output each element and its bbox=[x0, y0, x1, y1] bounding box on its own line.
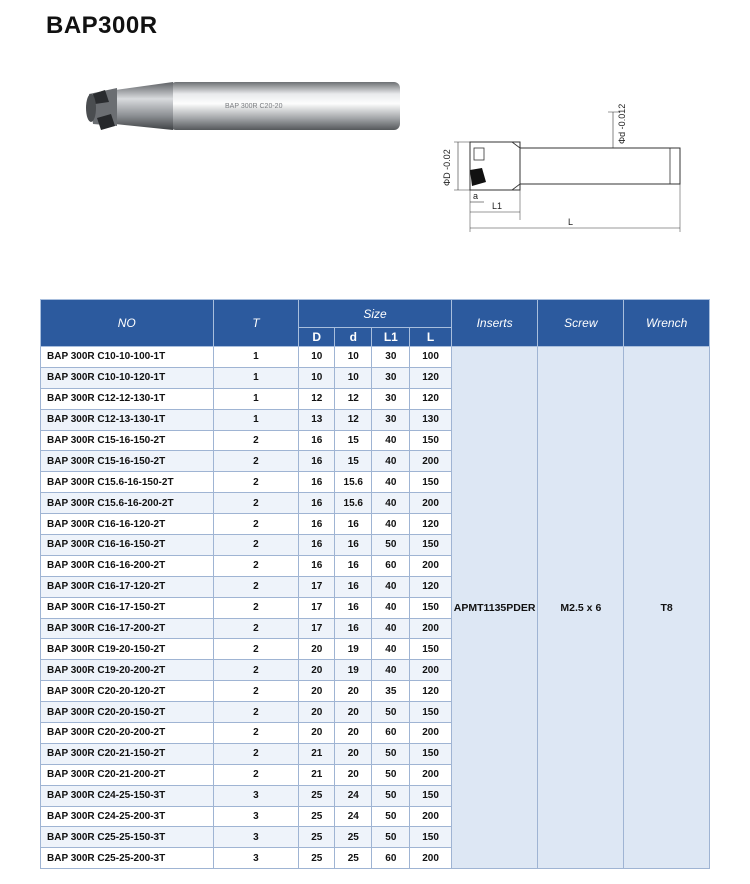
cell-d-big: 17 bbox=[299, 597, 335, 618]
cell-l1: 40 bbox=[372, 430, 410, 451]
cell-l: 120 bbox=[410, 681, 451, 702]
label-a: a bbox=[473, 191, 479, 201]
cell-d-big: 16 bbox=[299, 451, 335, 472]
cell-no: BAP 300R C15-16-150-2T bbox=[41, 451, 214, 472]
cell-l: 120 bbox=[410, 576, 451, 597]
cell-l: 200 bbox=[410, 618, 451, 639]
cell-no: BAP 300R C20-21-150-2T bbox=[41, 743, 214, 764]
cell-l: 150 bbox=[410, 430, 451, 451]
cell-no: BAP 300R C16-17-120-2T bbox=[41, 576, 214, 597]
header-inserts: Inserts bbox=[451, 300, 538, 347]
cell-l1: 40 bbox=[372, 472, 410, 493]
cell-l1: 40 bbox=[372, 514, 410, 535]
cell-t: 2 bbox=[213, 555, 299, 576]
cell-d-big: 13 bbox=[299, 409, 335, 430]
cell-d-small: 20 bbox=[335, 723, 372, 744]
cell-no: BAP 300R C10-10-100-1T bbox=[41, 347, 214, 368]
cell-l: 130 bbox=[410, 409, 451, 430]
cell-l: 120 bbox=[410, 367, 451, 388]
header-l1: L1 bbox=[372, 328, 410, 347]
cell-d-big: 20 bbox=[299, 702, 335, 723]
cell-l1: 60 bbox=[372, 723, 410, 744]
header-t: T bbox=[213, 300, 299, 347]
cell-d-big: 21 bbox=[299, 743, 335, 764]
page-title: BAP300R bbox=[46, 12, 158, 39]
cell-t: 2 bbox=[213, 514, 299, 535]
cell-d-small: 24 bbox=[335, 806, 372, 827]
cell-t: 3 bbox=[213, 827, 299, 848]
cell-t: 2 bbox=[213, 702, 299, 723]
cell-d-big: 16 bbox=[299, 430, 335, 451]
svg-text:BAP 300R C20-20: BAP 300R C20-20 bbox=[225, 103, 283, 110]
cell-d-small: 20 bbox=[335, 681, 372, 702]
cell-l: 150 bbox=[410, 743, 451, 764]
cell-no: BAP 300R C20-21-200-2T bbox=[41, 764, 214, 785]
cell-no: BAP 300R C16-16-200-2T bbox=[41, 555, 214, 576]
cell-d-big: 10 bbox=[299, 367, 335, 388]
cell-d-small: 25 bbox=[335, 848, 372, 869]
cell-d-small: 15.6 bbox=[335, 493, 372, 514]
cell-d-small: 16 bbox=[335, 514, 372, 535]
cell-d-big: 17 bbox=[299, 618, 335, 639]
cell-d-small: 20 bbox=[335, 702, 372, 723]
cell-no: BAP 300R C12-13-130-1T bbox=[41, 409, 214, 430]
cell-d-small: 16 bbox=[335, 597, 372, 618]
cell-no: BAP 300R C15.6-16-150-2T bbox=[41, 472, 214, 493]
cell-l1: 50 bbox=[372, 764, 410, 785]
cell-d-small: 15.6 bbox=[335, 472, 372, 493]
cell-t: 1 bbox=[213, 367, 299, 388]
cell-l: 120 bbox=[410, 388, 451, 409]
cell-l1: 40 bbox=[372, 618, 410, 639]
cell-l1: 40 bbox=[372, 451, 410, 472]
cell-d-small: 10 bbox=[335, 367, 372, 388]
header-d-small: d bbox=[335, 328, 372, 347]
cell-d-big: 16 bbox=[299, 535, 335, 556]
cell-l: 150 bbox=[410, 702, 451, 723]
cell-t: 2 bbox=[213, 472, 299, 493]
cell-d-small: 15 bbox=[335, 451, 372, 472]
cell-t: 2 bbox=[213, 723, 299, 744]
cell-l1: 30 bbox=[372, 347, 410, 368]
cell-no: BAP 300R C24-25-200-3T bbox=[41, 806, 214, 827]
cell-l: 200 bbox=[410, 555, 451, 576]
tool-photo bbox=[75, 68, 405, 148]
cell-no: BAP 300R C20-20-200-2T bbox=[41, 723, 214, 744]
cell-no: BAP 300R C16-17-200-2T bbox=[41, 618, 214, 639]
cell-d-small: 16 bbox=[335, 576, 372, 597]
cell-no: BAP 300R C19-20-200-2T bbox=[41, 660, 214, 681]
cell-l: 150 bbox=[410, 535, 451, 556]
cell-t: 2 bbox=[213, 681, 299, 702]
cell-t: 1 bbox=[213, 347, 299, 368]
spec-table-body bbox=[41, 347, 710, 869]
cell-d-big: 16 bbox=[299, 555, 335, 576]
cell-no: BAP 300R C15-16-150-2T bbox=[41, 430, 214, 451]
cell-d-big: 20 bbox=[299, 681, 335, 702]
cell-l: 150 bbox=[410, 827, 451, 848]
cell-l1: 30 bbox=[372, 409, 410, 430]
cell-d-small: 15 bbox=[335, 430, 372, 451]
cell-t: 2 bbox=[213, 451, 299, 472]
cell-l1: 50 bbox=[372, 785, 410, 806]
cell-t: 2 bbox=[213, 493, 299, 514]
cell-l: 200 bbox=[410, 764, 451, 785]
cell-l: 150 bbox=[410, 785, 451, 806]
cell-l1: 40 bbox=[372, 576, 410, 597]
cell-d-small: 12 bbox=[335, 409, 372, 430]
cell-l: 150 bbox=[410, 597, 451, 618]
cell-d-small: 10 bbox=[335, 347, 372, 368]
cell-l1: 40 bbox=[372, 639, 410, 660]
cell-d-small: 25 bbox=[335, 827, 372, 848]
cell-no: BAP 300R C16-16-150-2T bbox=[41, 535, 214, 556]
cell-wrench: T8 bbox=[624, 347, 710, 869]
header-size: Size bbox=[299, 300, 451, 328]
cell-d-big: 25 bbox=[299, 785, 335, 806]
cell-no: BAP 300R C12-12-130-1T bbox=[41, 388, 214, 409]
cell-l1: 40 bbox=[372, 660, 410, 681]
cell-d-big: 17 bbox=[299, 576, 335, 597]
cell-l: 200 bbox=[410, 848, 451, 869]
spec-table bbox=[40, 299, 710, 869]
cell-d-big: 25 bbox=[299, 827, 335, 848]
cell-l: 200 bbox=[410, 451, 451, 472]
cell-l1: 50 bbox=[372, 702, 410, 723]
cell-d-big: 20 bbox=[299, 639, 335, 660]
cell-d-big: 21 bbox=[299, 764, 335, 785]
cell-l: 200 bbox=[410, 493, 451, 514]
cell-d-small: 12 bbox=[335, 388, 372, 409]
cell-d-big: 16 bbox=[299, 493, 335, 514]
cell-l: 200 bbox=[410, 660, 451, 681]
cell-d-small: 19 bbox=[335, 639, 372, 660]
cell-t: 3 bbox=[213, 848, 299, 869]
table-row bbox=[41, 347, 710, 368]
cell-d-small: 16 bbox=[335, 535, 372, 556]
cell-t: 3 bbox=[213, 785, 299, 806]
cell-l1: 40 bbox=[372, 493, 410, 514]
cell-t: 2 bbox=[213, 764, 299, 785]
label-l: L bbox=[568, 217, 574, 227]
cell-l1: 60 bbox=[372, 848, 410, 869]
cell-d-small: 20 bbox=[335, 764, 372, 785]
cell-l: 120 bbox=[410, 514, 451, 535]
cell-d-small: 20 bbox=[335, 743, 372, 764]
cell-inserts: APMT1135PDER bbox=[451, 347, 538, 869]
cell-d-big: 20 bbox=[299, 660, 335, 681]
cell-l1: 30 bbox=[372, 388, 410, 409]
cell-no: BAP 300R C16-16-120-2T bbox=[41, 514, 214, 535]
cell-l1: 50 bbox=[372, 827, 410, 848]
header-d-big: D bbox=[299, 328, 335, 347]
cell-t: 1 bbox=[213, 388, 299, 409]
cell-no: BAP 300R C19-20-150-2T bbox=[41, 639, 214, 660]
cell-t: 2 bbox=[213, 660, 299, 681]
cell-no: BAP 300R C25-25-200-3T bbox=[41, 848, 214, 869]
cell-l: 200 bbox=[410, 806, 451, 827]
cell-d-big: 25 bbox=[299, 848, 335, 869]
header-wrench: Wrench bbox=[624, 300, 710, 347]
header-no: NO bbox=[41, 300, 214, 347]
header-l: L bbox=[410, 328, 451, 347]
cell-l: 200 bbox=[410, 723, 451, 744]
cell-l1: 50 bbox=[372, 535, 410, 556]
cell-l: 100 bbox=[410, 347, 451, 368]
cell-screw: M2.5 x 6 bbox=[538, 347, 624, 869]
cell-d-big: 12 bbox=[299, 388, 335, 409]
cell-t: 1 bbox=[213, 409, 299, 430]
cell-no: BAP 300R C25-25-150-3T bbox=[41, 827, 214, 848]
cell-l: 150 bbox=[410, 639, 451, 660]
cell-t: 2 bbox=[213, 597, 299, 618]
label-small-d: Φd -0.012 bbox=[617, 103, 627, 144]
cell-l1: 60 bbox=[372, 555, 410, 576]
cell-t: 2 bbox=[213, 430, 299, 451]
label-big-d: ΦD -0.02 bbox=[442, 149, 452, 186]
technical-drawing bbox=[428, 98, 688, 233]
cell-l1: 50 bbox=[372, 743, 410, 764]
header-screw: Screw bbox=[538, 300, 624, 347]
cell-t: 2 bbox=[213, 618, 299, 639]
cell-d-big: 16 bbox=[299, 472, 335, 493]
cell-d-big: 10 bbox=[299, 347, 335, 368]
label-l1: L1 bbox=[492, 201, 503, 211]
cell-t: 3 bbox=[213, 806, 299, 827]
cell-d-big: 25 bbox=[299, 806, 335, 827]
cell-t: 2 bbox=[213, 639, 299, 660]
cell-d-small: 16 bbox=[335, 555, 372, 576]
cell-l1: 30 bbox=[372, 367, 410, 388]
cell-l1: 50 bbox=[372, 806, 410, 827]
cell-l1: 35 bbox=[372, 681, 410, 702]
cell-d-small: 24 bbox=[335, 785, 372, 806]
cell-no: BAP 300R C16-17-150-2T bbox=[41, 597, 214, 618]
cell-no: BAP 300R C20-20-150-2T bbox=[41, 702, 214, 723]
cell-d-big: 20 bbox=[299, 723, 335, 744]
cell-d-small: 19 bbox=[335, 660, 372, 681]
cell-d-small: 16 bbox=[335, 618, 372, 639]
cell-t: 2 bbox=[213, 743, 299, 764]
cell-d-big: 16 bbox=[299, 514, 335, 535]
cell-l: 150 bbox=[410, 472, 451, 493]
cell-t: 2 bbox=[213, 535, 299, 556]
cell-no: BAP 300R C24-25-150-3T bbox=[41, 785, 214, 806]
cell-l1: 40 bbox=[372, 597, 410, 618]
cell-no: BAP 300R C20-20-120-2T bbox=[41, 681, 214, 702]
cell-t: 2 bbox=[213, 576, 299, 597]
cell-no: BAP 300R C15.6-16-200-2T bbox=[41, 493, 214, 514]
cell-no: BAP 300R C10-10-120-1T bbox=[41, 367, 214, 388]
